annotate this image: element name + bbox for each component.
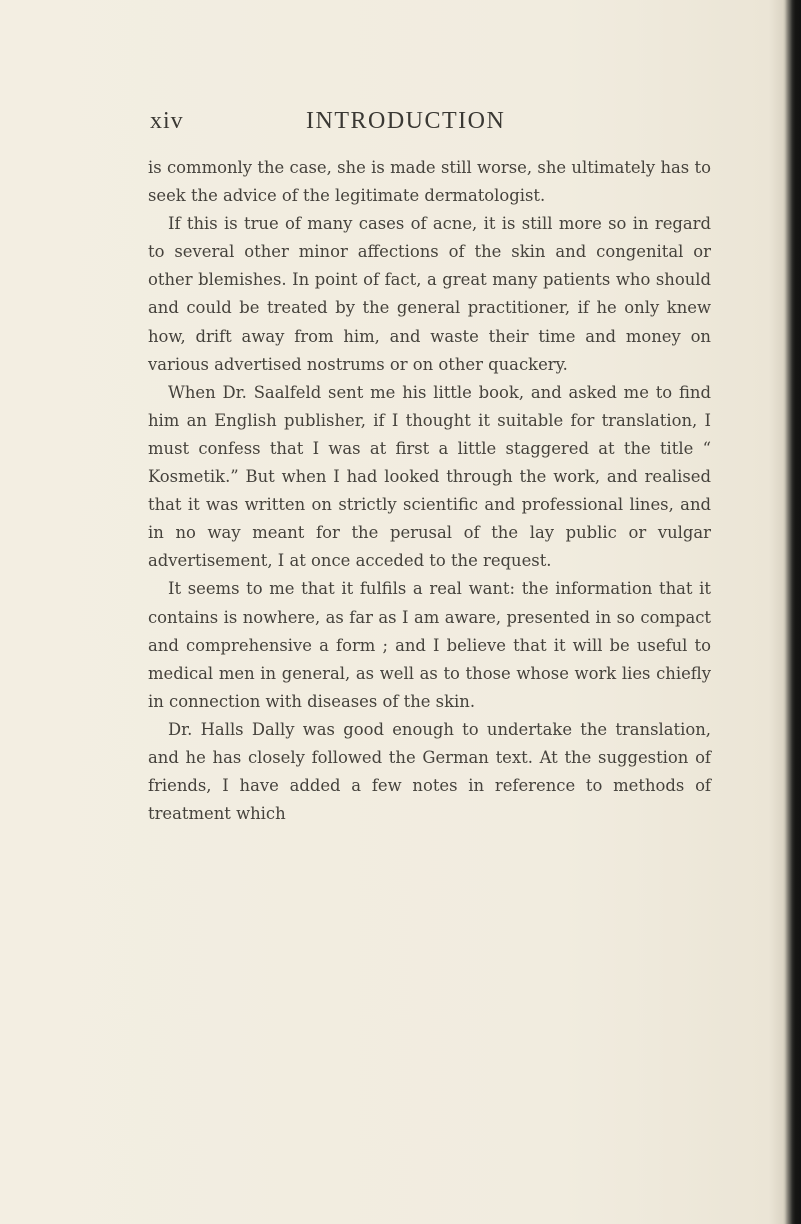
page-header [0,108,801,148]
running-head: INTRODUCTION [306,108,506,134]
paragraph-3: When Dr. Saalfeld sent me his little book, and asked me to find him an English publisher, if I thought it suitable for translation, I must confess that I was at first a little staggered at the title “ Kosmetik.” But when I had looked through the work, and realised that it was written on strictly scientific and professional lines, and in no way meant for the perusal of the lay public or vulgar advertisement, I at once acceded to the request. [148,382,711,571]
body-text [148,154,711,828]
paragraph-4: It seems to me that it fulfils a real want: the information that it contains is nowhere, as far as I am aware, presented in so compact and comprehensive a form ; and I believe that it will be useful to medical men in general, as well as to those whose work lies chiefly in connection with diseases of the skin. [148,579,711,711]
paragraph-1: is commonly the case, she is made still worse, she ultimately has to seek the advice of the legitimate dermatologist. [148,158,711,206]
page-edge-shadow [783,0,801,1224]
paragraph-2: If this is true of many cases of acne, it is still more so in regard to several other minor affections of the skin and congenital or other blemishes. In point of fact, a great many patients who should and could be treated by the general practitioner, if he only knew how, drift away from him, and waste their time and money on various advertised nostrums or on other quackery. [148,214,711,374]
paragraph-5: Dr. Halls Dally was good enough to undertake the translation, and he has closely followed the German text. At the suggestion of friends, I have added a few notes in reference to methods of treatment which [148,719,711,824]
page-number: xiv [150,108,184,134]
